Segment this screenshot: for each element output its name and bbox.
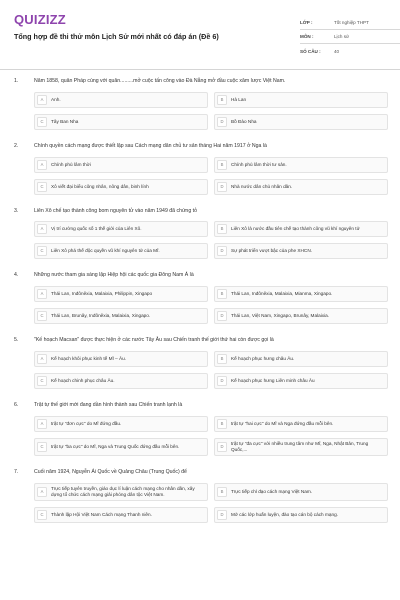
option-text: Liên Xô là nước đầu tiên chế tạo thành công vũ khí nguyên tử: [231, 226, 360, 232]
question-number: 6.: [14, 401, 19, 408]
answer-option-c[interactable]: [34, 308, 208, 324]
option-text: Kế hoạch phục hưng Liên minh châu Âu: [231, 377, 315, 383]
option-key: B: [217, 160, 227, 170]
option-key: B: [217, 224, 227, 234]
question-number: 3.: [14, 207, 19, 214]
option-key: A: [37, 419, 47, 429]
option-text: Vị trí cường quốc số 1 thế giới của Liên Xô.: [51, 226, 142, 232]
option-key: C: [37, 117, 47, 127]
question-text: "Kế hoạch Macsan" được thực hiện ở các nước Tây Âu sau Chiến tranh thế giới thứ hai còn được gọi là: [34, 337, 274, 344]
answer-option-a[interactable]: [34, 157, 208, 173]
answer-option-a[interactable]: [34, 351, 208, 367]
option-text: Bồ Đào Nha: [231, 118, 257, 124]
option-key: A: [37, 487, 47, 497]
option-key: B: [217, 354, 227, 364]
option-text: Thái Lan, Brunây, Inđônêxia, Malaixia, Xingapo.: [51, 313, 151, 319]
question-number: 7.: [14, 468, 19, 475]
option-text: trật tự "ba cực" do Mĩ, Nga và Trung Quốc đứng đầu mỗi bên.: [51, 443, 180, 449]
option-text: Thái Lan, Inđônêxia, Malaixia, Mianma, Xingapo.: [231, 291, 333, 297]
option-key: C: [37, 376, 47, 386]
meta-table: [300, 16, 400, 58]
answer-option-c[interactable]: [34, 243, 208, 259]
answer-option-d[interactable]: [214, 179, 388, 195]
answer-option-b[interactable]: [214, 483, 388, 501]
question-3: [14, 208, 388, 260]
option-text: Kế hoạch khôi phục kinh tế Mĩ – Âu.: [51, 355, 127, 361]
answer-option-c[interactable]: [34, 438, 208, 456]
option-key: B: [217, 487, 227, 497]
option-key: C: [37, 246, 47, 256]
option-text: Thành lập Hội Việt Nam Cách mạng Thanh niên.: [51, 511, 152, 517]
option-key: B: [217, 95, 227, 105]
answer-option-b[interactable]: [214, 221, 388, 237]
answer-option-d[interactable]: [214, 308, 388, 324]
option-text: trật tự "đơn cực" do Mĩ đứng đầu.: [51, 420, 122, 426]
meta-value: 40: [334, 48, 340, 54]
answer-option-a[interactable]: [34, 221, 208, 237]
option-key: A: [37, 289, 47, 299]
meta-row-class: [300, 16, 400, 30]
option-text: Liên Xô phá thế độc quyền vũ khí nguyên tử của Mĩ.: [51, 248, 160, 254]
option-text: Kế hoạch phục hưng châu Âu.: [231, 355, 295, 361]
question-2: [14, 143, 388, 195]
question-5: [14, 337, 388, 389]
meta-value: Lịch sử: [334, 34, 350, 39]
answer-option-a[interactable]: [34, 483, 208, 501]
answer-option-d[interactable]: [214, 373, 388, 389]
question-6: [14, 402, 388, 456]
option-key: A: [37, 160, 47, 170]
answer-option-d[interactable]: [214, 114, 388, 130]
question-number: 4.: [14, 272, 19, 279]
answer-option-b[interactable]: [214, 416, 388, 432]
question-text: Liên Xô chế tạo thành công bom nguyên tử vào năm 1949 đã chứng tỏ: [34, 207, 197, 214]
answer-option-c[interactable]: [34, 373, 208, 389]
answer-option-d[interactable]: [214, 243, 388, 259]
option-text: Nhà nước dân chủ nhân dân.: [231, 183, 293, 189]
question-text: Năm 1858, quân Pháp cùng với quân.........mở cuộc tấn công vào Đà Nẵng mở đầu cuộc xâm lược Việt Nam.: [34, 78, 286, 84]
question-text: Những nước tham gia sáng lập Hiệp hội các quốc gia Đông Nam Á là: [34, 272, 194, 279]
answer-option-a[interactable]: [34, 416, 208, 432]
option-key: D: [217, 442, 227, 452]
question-1: [14, 78, 388, 130]
option-text: Kế hoạch chinh phục châu Âu.: [51, 377, 115, 383]
option-text: Chính phủ lâm thời tư sản.: [231, 161, 287, 167]
answer-option-c[interactable]: [34, 507, 208, 523]
option-text: Anh.: [51, 96, 61, 102]
option-text: trật tự "đa cực" với nhiều trung tâm như Mĩ, Nga, Nhật Bản, Trung Quốc,...: [231, 440, 369, 452]
answer-option-a[interactable]: [34, 286, 208, 302]
meta-key: SỐ CÂU :: [300, 48, 321, 54]
option-text: trật tự "hai cực" do Mĩ và Nga đứng đầu mỗi bên.: [231, 420, 334, 426]
answer-option-a[interactable]: [34, 92, 208, 108]
option-key: D: [217, 311, 227, 321]
question-list: [14, 78, 388, 536]
question-text: Trật tự thế giới mới đang dần hình thành sau Chiến tranh lạnh là: [34, 401, 183, 408]
question-7: [14, 469, 388, 523]
question-text: Cuối năm 1924, Nguyễn Ái Quốc về Quảng Châu (Trung Quốc) để: [34, 468, 187, 475]
option-key: B: [217, 419, 227, 429]
question-text: Chính quyền cách mạng được thiết lập sau Cách mạng dân chủ tư sản tháng Hai năm 1917 ở Nga là: [34, 142, 267, 149]
answer-option-d[interactable]: [214, 438, 388, 456]
option-key: C: [37, 510, 47, 520]
option-key: D: [217, 117, 227, 127]
meta-row-question-count: [300, 44, 400, 58]
meta-row-subject: [300, 30, 400, 44]
option-key: C: [37, 442, 47, 452]
option-key: D: [217, 246, 227, 256]
option-text: Sự phát triển vượt bậc của phe XHCN.: [231, 248, 313, 254]
page-title: Tổng hợp đề thi thử môn Lịch Sử mới nhất có đáp án (Đề 6): [14, 32, 219, 41]
option-text: Mở các lớp huấn luyện, đào tạo cán bộ cách mạng.: [231, 511, 338, 517]
option-key: D: [217, 376, 227, 386]
answer-option-b[interactable]: [214, 157, 388, 173]
brand-logo: QUIZIZZ: [14, 12, 66, 27]
meta-key: MÔN :: [300, 34, 314, 39]
option-key: A: [37, 354, 47, 364]
option-key: C: [37, 311, 47, 321]
option-key: D: [217, 510, 227, 520]
question-4: [14, 272, 388, 324]
question-number: 1.: [14, 78, 19, 84]
option-key: A: [37, 95, 47, 105]
option-text: Chính phủ lâm thời: [51, 161, 91, 167]
option-key: C: [37, 182, 47, 192]
option-text: Thái Lan, Inđônêxia, Malaixia, Philippin, Xingapo: [51, 291, 153, 297]
option-text: Trực tiếp tuyên truyền, giáo dục lí luận cách mạng cho nhân dân, xây dựng tổ chức cách mạng giải phóng dân tộc Việt Nam.: [51, 485, 195, 497]
question-number: 2.: [14, 142, 19, 149]
option-text: Hà Lan: [231, 96, 247, 102]
answer-option-b[interactable]: [214, 286, 388, 302]
answer-option-c[interactable]: [34, 179, 208, 195]
option-text: Xô viết đại biểu công nhân, nông dân, binh lính: [51, 183, 149, 189]
option-key: A: [37, 224, 47, 234]
option-text: Trực tiếp chỉ đạo cách mạng Việt Nam.: [231, 488, 313, 494]
option-text: Thái Lan, Việt Nam, Xingapo, Brunây, Malaixia.: [231, 313, 330, 319]
meta-key: LỚP :: [300, 20, 313, 25]
answer-option-c[interactable]: [34, 114, 208, 130]
answer-option-b[interactable]: [214, 351, 388, 367]
meta-value: Tốt nghiệp THPT: [334, 20, 369, 25]
option-text: Tây Ban Nha: [51, 118, 79, 124]
answer-option-d[interactable]: [214, 507, 388, 523]
option-key: B: [217, 289, 227, 299]
option-key: D: [217, 182, 227, 192]
header: [14, 12, 388, 64]
header-divider: [0, 69, 400, 70]
question-number: 5.: [14, 337, 19, 344]
answer-option-b[interactable]: [214, 92, 388, 108]
